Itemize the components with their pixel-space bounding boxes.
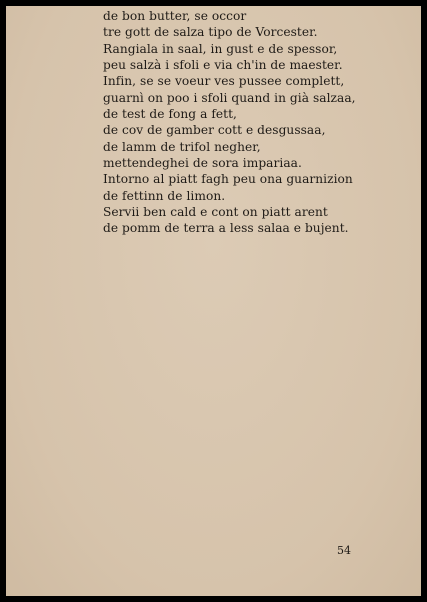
text-line: Infin, se se voeur ves pussee complett,	[103, 74, 345, 89]
text-line: mettendeghei de sora impariaa.	[103, 156, 302, 171]
text-line: Rangiala in saal, in gust e de spessor,	[103, 41, 338, 56]
text-line: tre gott de salza tipo de Vorcester.	[103, 25, 318, 40]
text-line: guarnì on poo i sfoli quand in già salzaa,	[103, 90, 356, 105]
text-line: de fettinn de limon.	[103, 188, 226, 203]
poem-text	[103, 8, 403, 237]
page-number: 54	[337, 544, 351, 557]
text-line: peu salzà i sfoli e via ch'in de maester.	[103, 58, 343, 73]
text-line: Intorno al piatt fagh peu ona guarnizion	[103, 172, 353, 187]
text-line: de test de fong a fett,	[103, 107, 237, 122]
book-page	[6, 6, 421, 596]
text-line: de cov de gamber cott e desgussaa,	[103, 123, 326, 138]
text-line: de bon butter, se occor	[103, 9, 247, 23]
text-line: de pomm de terra a less salaa e bujent.	[103, 221, 349, 236]
text-line: de lamm de trifol negher,	[103, 139, 261, 154]
text-line: Servii ben cald e cont on piatt arent	[103, 205, 328, 220]
